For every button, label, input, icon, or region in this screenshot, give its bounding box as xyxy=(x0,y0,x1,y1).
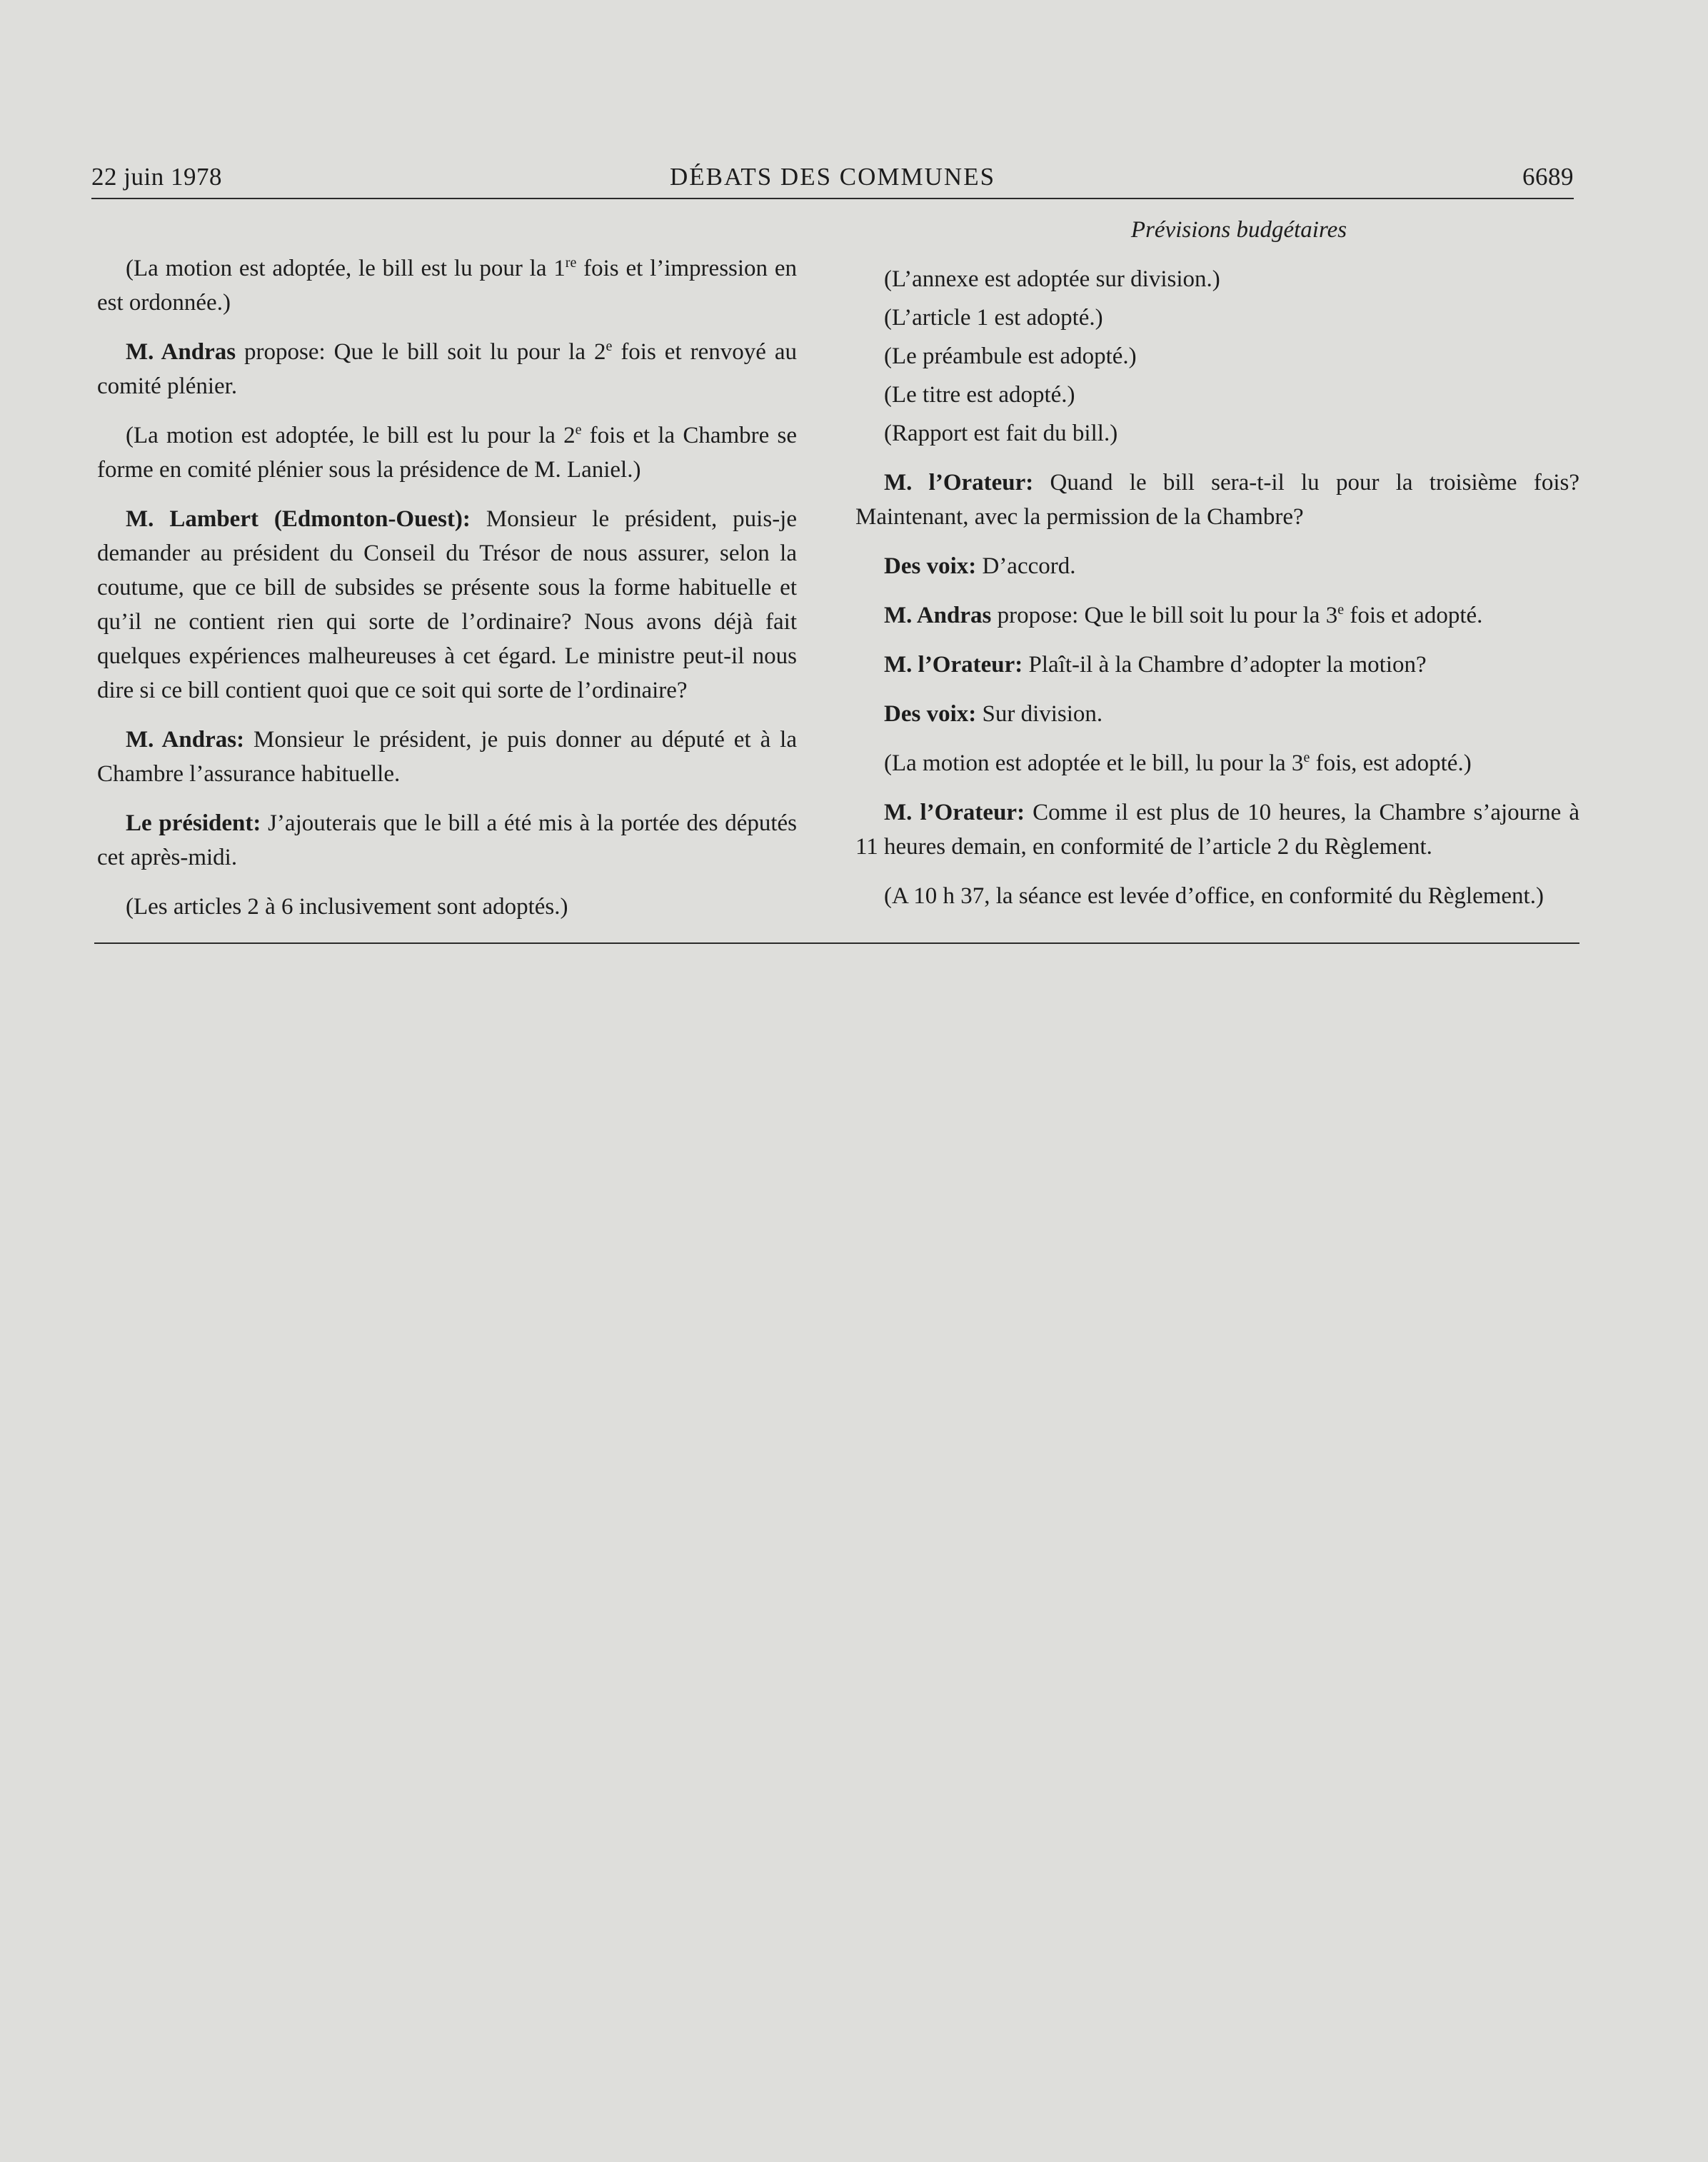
paragraph-president: Le président: J’ajouterais que le bill a été mis à la portée des députés cet après-midi. xyxy=(97,810,798,870)
paragraph-orateur-motion: M. l’Orateur: Plaît-il à la Chambre d’adopter la motion? xyxy=(884,652,1427,678)
paragraph-andras-third-reading: M. Andras propose: Que le bill soit lu pour la 3e fois et adopté. xyxy=(884,602,1483,628)
paragraph-motion-third-reading: (La motion est adoptée et le bill, lu pour la 3e fois, est adopté.) xyxy=(884,750,1472,776)
header-rule xyxy=(91,198,1574,199)
paragraph-orateur-adjourn: M. l’Orateur: Comme il est plus de 10 heures, la Chambre s’ajourne à 11 heures demain, en conformité de l’article 2 du Règlement. xyxy=(855,800,1579,860)
speaker-name: M. Andras: xyxy=(126,727,245,753)
speaker-name: M. Lambert (Edmonton-Ouest): xyxy=(126,506,471,532)
paragraph-titre: (Le titre est adopté.) xyxy=(884,382,1075,408)
header-date: 22 juin 1978 xyxy=(91,163,222,191)
paragraph-andras-reply: M. Andras: Monsieur le président, je puis donner au député et à la Chambre l’assurance habituelle. xyxy=(97,727,797,787)
paragraph-rapport: (Rapport est fait du bill.) xyxy=(884,421,1118,446)
paragraph-articles-adopted: (Les articles 2 à 6 inclusivement sont adoptés.) xyxy=(126,894,568,920)
header-page-number: 6689 xyxy=(1522,163,1574,191)
header-title: DÉBATS DES COMMUNES xyxy=(669,163,996,191)
speaker-name: Des voix: xyxy=(884,553,977,579)
right-column xyxy=(855,213,1579,928)
speaker-name: M. l’Orateur: xyxy=(884,470,1034,496)
speaker-name: Des voix: xyxy=(884,701,977,727)
paragraph-seance-levee: (A 10 h 37, la séance est levée d’office, en conformité du Règlement.) xyxy=(884,883,1544,909)
paragraph-motion-second-reading: (La motion est adoptée, le bill est lu pour la 2e fois et la Chambre se forme en comité plénier sous la présidence de M. Laniel.) xyxy=(97,422,797,483)
section-title: Prévisions budgétaires xyxy=(1130,217,1347,243)
footer-rule xyxy=(94,942,1579,944)
speaker-name: M. Andras xyxy=(126,339,236,365)
paragraph-lambert: M. Lambert (Edmonton-Ouest): Monsieur le président, puis-je demander au président du Conseil du Trésor de nous assurer, selon la coutume, que ce bill de subsides se présente sous la forme habituelle et qu’il ne contient rien qui sorte de l’ordinaire? Nous avons déjà fait quelques expériences malheureuses à cet égard. Le ministre peut-il nous dire si ce bill contient quoi que ce soit qui sorte de l’ordinaire? xyxy=(97,506,797,703)
paragraph-article-1: (L’article 1 est adopté.) xyxy=(884,305,1103,331)
speaker-name: M. l’Orateur: xyxy=(884,800,1025,825)
speaker-name: M. Andras xyxy=(884,603,992,628)
paragraph-annexe: (L’annexe est adoptée sur division.) xyxy=(884,266,1220,292)
paragraph-preambule: (Le préambule est adopté.) xyxy=(884,343,1137,369)
page-header xyxy=(91,160,1574,200)
paragraph-motion-first-reading: (La motion est adoptée, le bill est lu pour la 1re fois et l’impression en est ordonnée.) xyxy=(97,255,797,316)
paragraph-des-voix-accord: Des voix: D’accord. xyxy=(884,553,1076,579)
speaker-name: Le président: xyxy=(126,810,261,836)
speaker-name: M. l’Orateur: xyxy=(884,652,1023,678)
paragraph-des-voix-division: Des voix: Sur division. xyxy=(884,701,1103,727)
left-column xyxy=(97,251,797,939)
paragraph-andras-proposal: M. Andras propose: Que le bill soit lu pour la 2e fois et renvoyé au comité plénier. xyxy=(97,338,797,399)
paragraph-orateur-question: M. l’Orateur: Quand le bill sera-t-il lu pour la troisième fois? Maintenant, avec la permission de la Chambre? xyxy=(855,470,1579,530)
